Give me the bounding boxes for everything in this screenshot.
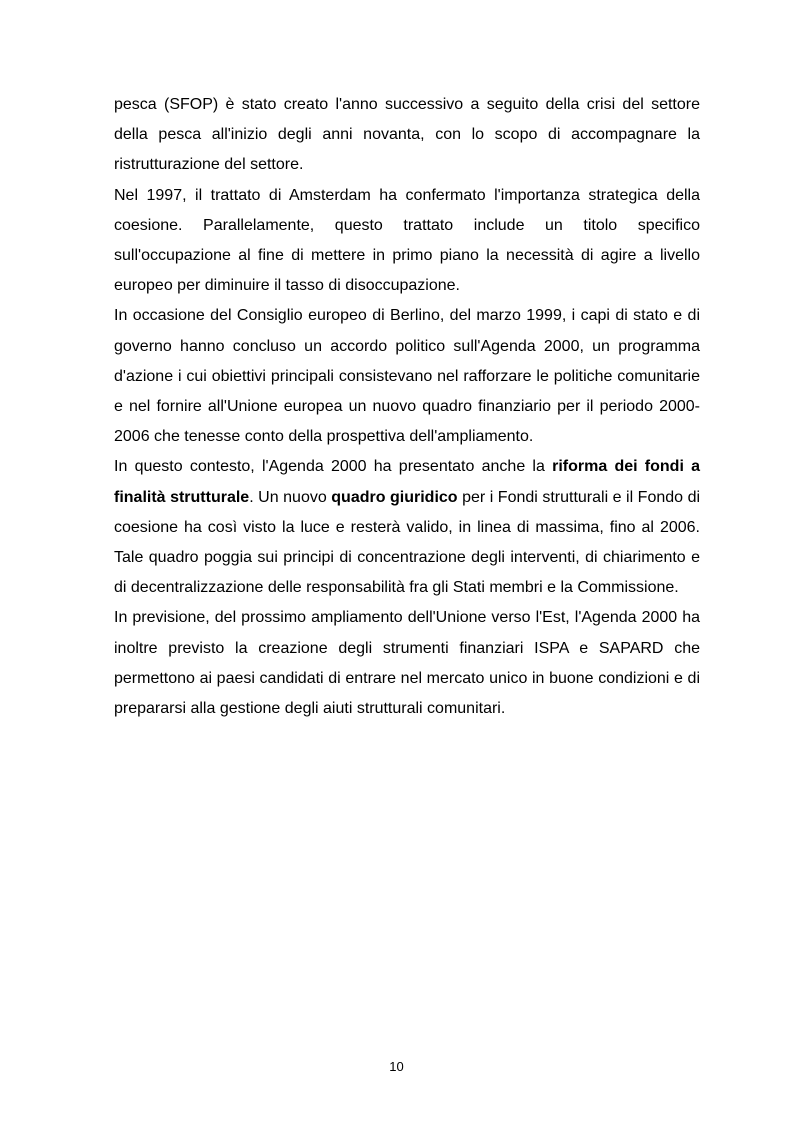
paragraph-text-segment: per i Fondi strutturali e il Fondo di coesione ha così visto la luce e resterà valido, in linea di massima, fino al 2006. Tale quadro poggia sui principi di concentrazione degli interventi, di chiarimento e di decentralizzazione delle responsabilità fra gli Stati membri e la Commissione. [114,488,701,597]
page-number: 10 [389,1059,404,1074]
paragraph-text-segment: In questo contesto, l'Agenda 2000 ha presentato anche la [114,458,553,476]
paragraph-ispa-sapard: In previsione, del prossimo ampliamento dell'Unione verso l'Est, l'Agenda 2000 ha inoltre previsto la creazione degli strumenti finanziari ISPA e SAPARD che permettono ai paesi candidati di entrare nel mercato unico in buone condizioni e di prepararsi alla gestione degli aiuti strutturali comunitari. [114,609,700,718]
paragraph-berlin-council: In occasione del Consiglio europeo di Berlino, del marzo 1999, i capi di stato e di governo hanno concluso un accordo politico sull'Agenda 2000, un programma d'azione i cui obiettivi principali consistevano nel rafforzare le politiche comunitarie e nel fornire all'Unione europea un nuovo quadro finanziario per il periodo 2000-2006 che tenesse conto della prospettiva dell'ampliamento. [114,307,700,446]
paragraph-amsterdam: Nel 1997, il trattato di Amsterdam ha confermato l'importanza strategica della coesione. Parallelamente, questo trattato include un titolo specifico sull'occupazione al fine di mettere in primo piano la necessità di agire a livello europeo per diminuire il tasso di disoccupazione. [114,186,700,295]
bold-phrase-quadro-giuridico: quadro giuridico [331,488,458,506]
bold-phrase-riforma: riforma dei fondi a finalità strutturale [114,458,700,506]
body-text [114,90,700,724]
paragraph-text-segment: . Un nuovo [249,488,332,506]
paragraph-agenda-2000-reform [114,452,700,603]
paragraph-sfop: pesca (SFOP) è stato creato l'anno successivo a seguito della crisi del settore della pesca all'inizio degli anni novanta, con lo scopo di accompagnare la ristrutturazione del settore. [114,96,700,174]
